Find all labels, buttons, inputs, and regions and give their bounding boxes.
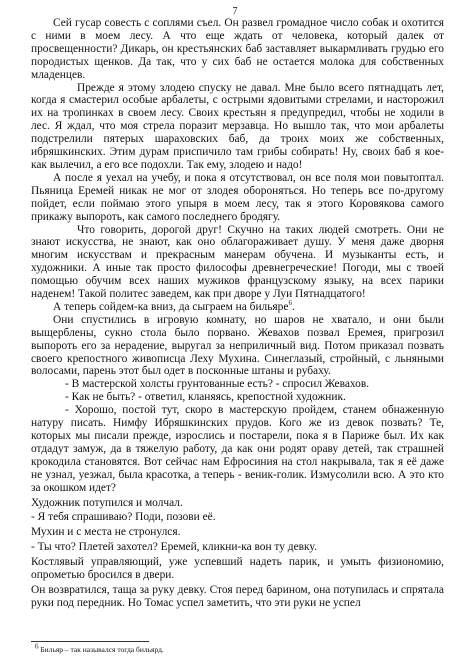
- paragraph: Костлявый управляющий, уже успевший надеть парик, и умыть физиономию, опрометью бросился в двери.: [31, 556, 444, 582]
- paragraph: Они спустились в игровую комнату, но шаров не хватало, и они были выщерблены, сукно стола было порвано. Жевахов позвал Еремея, пригрозил выпороть его за нерадение, выругал за неприличный вид. Потом приказал позвать своего крепостного живописца Леху Мухина. Синеглазый, стройный, с льняными волосами, парень этот был одет в посконные штаны и рубаху.: [31, 313, 444, 378]
- paragraph: Что говорить, дорогой друг! Скучно на таких людей смотреть. Они не знают искусства, не знают, как оно облагораживает душу. У меня даже дворня многим искусствам и прекрасным манерам обучена. И музыканты есть, и художники. А иные так просто философы древнегреческие! Погоди, мы с твоей помощью обучим всех наших мужиков французскому языку, на всех парики наденем! Такой политес заведем, как при дворе у Луи Пятнадцатого!: [31, 223, 444, 301]
- footnote-text: Бильяр – так назывался тогда бильярд.: [40, 645, 164, 654]
- footnote-ref[interactable]: 6: [288, 299, 292, 308]
- footnote: [35, 642, 164, 654]
- paragraph: Художник потупился и молчал.: [31, 496, 183, 509]
- paragraph: А после я уехал на учебу, и пока я отсутствовал, он все поля мои повытоптал. Пьяница Еремей никак не мог от злодея обороняться. Но теперь все по-другому пойдет, если поймаю этого упыря в моем лесу, так я этого Коровякова самого прикажу выпороть, как самого последнего бродягу.: [31, 171, 444, 223]
- dialogue-line: - В мастерской холсты грунтованные есть? - спросил Жевахов.: [65, 378, 370, 391]
- body-text: [31, 17, 444, 610]
- page-number: 7: [232, 6, 238, 17]
- dialogue-line: - Хорошо, постой тут, скоро в мастерскую пройдем, станем обнаженную натуру писать. Нимфу Ибряшкинских прудов. Кого же из девок позвать? Те, которых мы писали прежде, изрослись и постарели, пока я в Париже был. Их как отдадут замуж, да в тяжелую работу, да как они родят ораву детей, так страшней крокодила становятся. Вот сейчас нам Ефросиния на стол накрывала, так я её даже не узнал, уезжал, была красотка, а теперь - веник-голик. Измусолили всю. А это кто за окошком идет?: [31, 404, 444, 494]
- footnote-divider: [31, 641, 149, 642]
- paragraph-text: А теперь сойдем-ка вниз, да сыграем на бильяре: [53, 300, 289, 313]
- paragraph: Он возвратился, таща за руку девку. Стоя перед барином, она потупилась и спрятала руки под передник. Но Томас успел заметить, что эти руки не успел: [31, 583, 444, 609]
- paragraph: Прежде я этому злодею спуску не давал. Мне было всего пятнадцать лет, когда я смастерил особые арбалеты, с острыми ядовитыми стрелами, и насторожил их на тропинках в своем лесу. Своих крестьян я предупредил, чтобы не ходили в лес. Я ждал, что моя стрела поразит мерзавца. Но вышло так, что мои арбалеты подстрелили пятерых шараховских баб, да троих моих же собственных, ибряшкинских. Этим дурам приспичило там грибы собирать! Ну, своих баб я кое-как вылечил, а его все подохли. Так ему, злодею и надо!: [31, 81, 444, 171]
- dialogue-line: - Ты что? Плетей захотел? Еремей, кликни-ка вон ту девку.: [31, 541, 317, 554]
- paragraph: Сей гусар совесть с соплями съел. Он развел громадное число собак и охотится с ними в моем лесу. А что еще ждать от человека, который далек от просвещенности? Дикарь, он крестьянских баб заставляет выкармливать грудью его породистых щенков. Да так, что у сих баб не остается молока для собственных младенцев.: [31, 17, 444, 81]
- paragraph-with-footnote: А теперь сойдем-ка вниз, да сыграем на бильяре$^6$.: [53, 299, 295, 313]
- paragraph: Мухин и с места не стронулся.: [31, 526, 181, 539]
- footnote-marker: 6: [35, 642, 39, 651]
- dialogue-line: - Как не быть? - ответил, кланяясь, крепостной художник.: [65, 391, 346, 404]
- dialogue-line: - Я тебя спрашиваю? Поди, позови её.: [31, 511, 216, 524]
